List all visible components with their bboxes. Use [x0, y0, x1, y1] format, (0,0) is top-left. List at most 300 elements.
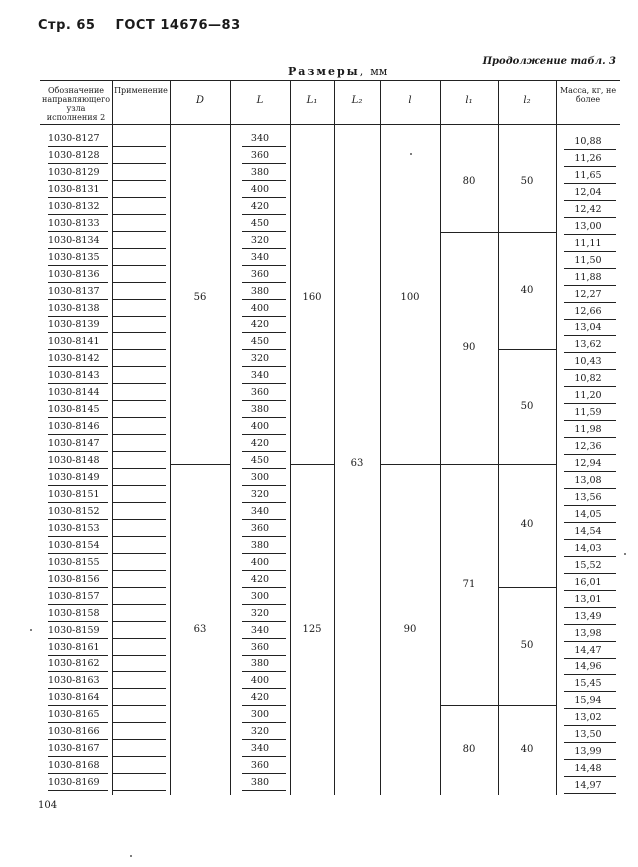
- application-blank: [112, 553, 166, 554]
- designation-underline: [48, 519, 108, 520]
- row-designation: 1030-8131: [48, 183, 100, 195]
- row-designation: 1030-8167: [48, 743, 100, 755]
- row-designation: 1030-8138: [48, 302, 100, 314]
- row-designation: 1030-8144: [48, 387, 100, 399]
- merged-small-l2: 50: [520, 175, 534, 187]
- application-blank: [112, 739, 166, 740]
- mass-underline: [564, 759, 616, 760]
- application-blank: [112, 248, 166, 249]
- merged-small-l1: 80: [462, 744, 476, 756]
- row-mass: 11,65: [574, 169, 602, 181]
- length-underline: [242, 655, 286, 656]
- l1-divider: [440, 464, 498, 465]
- column-rule: [334, 80, 335, 795]
- designation-underline: [48, 180, 108, 181]
- application-blank: [112, 468, 166, 469]
- row-mass: 11,50: [574, 254, 602, 266]
- designation-underline: [48, 705, 108, 706]
- row-designation: 1030-8164: [48, 692, 100, 704]
- row-length-l: 380: [250, 777, 270, 789]
- row-mass: 11,88: [574, 271, 602, 283]
- length-underline: [242, 705, 286, 706]
- row-designation: 1030-8155: [48, 556, 100, 568]
- designation-underline: [48, 536, 108, 537]
- row-designation: 1030-8153: [48, 522, 100, 534]
- mass-underline: [564, 607, 616, 608]
- merged-small-l1: 71: [462, 578, 476, 590]
- col-small-l2-header: l₂: [523, 95, 531, 106]
- l2-divider: [498, 464, 556, 465]
- row-length-l: 340: [250, 370, 270, 382]
- row-length-l: 380: [250, 166, 270, 178]
- row-length-l: 450: [250, 455, 270, 467]
- standard-label: ГОСТ 14676—83: [115, 18, 241, 33]
- application-blank: [112, 231, 166, 232]
- designation-underline: [48, 282, 108, 283]
- row-mass: 15,94: [574, 695, 602, 707]
- application-blank: [112, 383, 166, 384]
- length-underline: [242, 265, 286, 266]
- mass-underline: [564, 624, 616, 625]
- row-mass: 13,02: [574, 712, 602, 724]
- mass-underline: [564, 183, 616, 184]
- row-designation: 1030-8136: [48, 268, 100, 280]
- row-mass: 14,54: [574, 525, 602, 537]
- length-underline: [242, 417, 286, 418]
- application-blank: [112, 349, 166, 350]
- continuation-label: Продолжение табл. 3: [482, 56, 616, 67]
- page-label: Стр. 65: [38, 18, 96, 33]
- application-blank: [112, 146, 166, 147]
- length-underline: [242, 332, 286, 333]
- scan-speck: [30, 629, 32, 631]
- row-length-l: 380: [250, 285, 270, 297]
- mass-underline: [564, 793, 616, 794]
- designation-underline: [48, 434, 108, 435]
- l1-divider: [440, 705, 498, 706]
- length-underline: [242, 366, 286, 367]
- row-mass: 13,98: [574, 627, 602, 639]
- length-underline: [242, 248, 286, 249]
- row-designation: 1030-8161: [48, 641, 100, 653]
- mass-underline: [564, 268, 616, 269]
- l2-divider: [498, 349, 556, 350]
- designation-underline: [48, 790, 108, 791]
- designation-underline: [48, 739, 108, 740]
- mass-underline: [564, 505, 616, 506]
- application-blank: [112, 655, 166, 656]
- col-l2-header: L₂: [351, 95, 363, 106]
- designation-underline: [48, 197, 108, 198]
- row-designation: 1030-8145: [48, 404, 100, 416]
- mass-underline: [564, 200, 616, 201]
- row-mass: 10,43: [574, 356, 602, 368]
- row-designation: 1030-8157: [48, 590, 100, 602]
- group-divider: [290, 464, 334, 465]
- designation-underline: [48, 332, 108, 333]
- row-length-l: 360: [250, 641, 270, 653]
- merged-l1: 160: [302, 292, 322, 304]
- length-underline: [242, 671, 286, 672]
- designation-underline: [48, 316, 108, 317]
- row-mass: 12,42: [574, 203, 602, 215]
- column-rule: [440, 80, 441, 795]
- col-designation-header: Обозначение направляющего узла исполнения 2: [42, 86, 111, 122]
- mass-underline: [564, 641, 616, 642]
- length-underline: [242, 197, 286, 198]
- application-blank: [112, 722, 166, 723]
- length-underline: [242, 502, 286, 503]
- mass-underline: [564, 420, 616, 421]
- row-mass: 14,97: [574, 780, 602, 792]
- column-rule: [556, 80, 557, 795]
- length-underline: [242, 587, 286, 588]
- application-blank: [112, 671, 166, 672]
- column-rule: [498, 80, 499, 795]
- length-underline: [242, 163, 286, 164]
- length-underline: [242, 739, 286, 740]
- row-mass: 13,04: [574, 322, 602, 334]
- col-mass-header: Масса, кг, не более: [559, 86, 617, 104]
- application-blank: [112, 451, 166, 452]
- row-mass: 12,66: [574, 305, 602, 317]
- application-blank: [112, 587, 166, 588]
- designation-underline: [48, 773, 108, 774]
- designation-underline: [48, 671, 108, 672]
- row-designation: 1030-8128: [48, 149, 100, 161]
- row-mass: 13,50: [574, 729, 602, 741]
- row-length-l: 420: [250, 438, 270, 450]
- col-l-header: L: [256, 95, 264, 106]
- col-l1-header: L₁: [306, 95, 318, 106]
- row-designation: 1030-8162: [48, 658, 100, 670]
- length-underline: [242, 790, 286, 791]
- mass-underline: [564, 369, 616, 370]
- mass-underline: [564, 522, 616, 523]
- designation-underline: [48, 146, 108, 147]
- mass-underline: [564, 319, 616, 320]
- mass-underline: [564, 352, 616, 353]
- row-designation: 1030-8148: [48, 455, 100, 467]
- column-rule: [170, 80, 171, 795]
- application-blank: [112, 299, 166, 300]
- mass-underline: [564, 573, 616, 574]
- merged-small-l1: 80: [462, 175, 476, 187]
- merged-d: 56: [193, 292, 207, 304]
- designation-underline: [48, 163, 108, 164]
- row-mass: 13,99: [574, 746, 602, 758]
- row-length-l: 450: [250, 217, 270, 229]
- row-mass: 14,03: [574, 542, 602, 554]
- application-blank: [112, 502, 166, 503]
- row-length-l: 340: [250, 505, 270, 517]
- length-underline: [242, 621, 286, 622]
- row-mass: 12,04: [574, 186, 602, 198]
- mass-underline: [564, 386, 616, 387]
- row-mass: 10,88: [574, 136, 602, 147]
- application-blank: [112, 265, 166, 266]
- length-underline: [242, 756, 286, 757]
- row-length-l: 300: [250, 590, 270, 602]
- row-length-l: 400: [250, 183, 270, 195]
- row-designation: 1030-8158: [48, 607, 100, 619]
- col-application-header: Применение: [114, 86, 168, 95]
- row-length-l: 380: [250, 404, 270, 416]
- length-underline: [242, 282, 286, 283]
- scan-speck: [130, 855, 132, 857]
- merged-small-l2: 50: [520, 400, 534, 412]
- l2-divider: [498, 587, 556, 588]
- page-header: [38, 18, 241, 33]
- mass-underline: [564, 590, 616, 591]
- designation-underline: [48, 349, 108, 350]
- length-underline: [242, 316, 286, 317]
- row-length-l: 340: [250, 251, 270, 263]
- mass-underline: [564, 217, 616, 218]
- designation-underline: [48, 417, 108, 418]
- row-mass: 14,05: [574, 508, 602, 520]
- mass-underline: [564, 708, 616, 709]
- row-length-l: 320: [250, 726, 270, 738]
- length-underline: [242, 468, 286, 469]
- row-mass: 14,47: [574, 644, 602, 656]
- designation-underline: [48, 383, 108, 384]
- designation-underline: [48, 570, 108, 571]
- row-length-l: 360: [250, 387, 270, 399]
- mass-underline: [564, 149, 616, 150]
- length-underline: [242, 434, 286, 435]
- row-mass: 13,01: [574, 593, 602, 605]
- mass-underline: [564, 556, 616, 557]
- length-underline: [242, 180, 286, 181]
- mass-underline: [564, 234, 616, 235]
- application-blank: [112, 604, 166, 605]
- application-blank: [112, 366, 166, 367]
- application-blank: [112, 621, 166, 622]
- row-length-l: 400: [250, 302, 270, 314]
- mass-underline: [564, 285, 616, 286]
- table-title: Размеры, мм: [288, 65, 388, 78]
- table-top-rule: [40, 80, 620, 81]
- mass-underline: [564, 302, 616, 303]
- row-designation: 1030-8149: [48, 472, 100, 483]
- designation-underline: [48, 299, 108, 300]
- designation-underline: [48, 553, 108, 554]
- mass-underline: [564, 166, 616, 167]
- row-designation: 1030-8156: [48, 573, 100, 585]
- length-underline: [242, 688, 286, 689]
- row-designation: 1030-8141: [48, 336, 100, 348]
- mass-underline: [564, 776, 616, 777]
- row-mass: 15,45: [574, 678, 602, 690]
- application-blank: [112, 282, 166, 283]
- designation-underline: [48, 502, 108, 503]
- column-rule: [380, 80, 381, 795]
- row-mass: 11,26: [574, 152, 602, 164]
- row-designation: 1030-8139: [48, 319, 100, 331]
- designation-underline: [48, 604, 108, 605]
- length-underline: [242, 604, 286, 605]
- row-designation: 1030-8154: [48, 539, 100, 551]
- designation-underline: [48, 214, 108, 215]
- length-underline: [242, 146, 286, 147]
- l2-divider: [498, 705, 556, 706]
- row-mass: 12,27: [574, 288, 602, 300]
- designation-underline: [48, 587, 108, 588]
- row-length-l: 300: [250, 709, 270, 721]
- row-mass: 11,20: [574, 390, 602, 402]
- row-designation: 1030-8159: [48, 624, 100, 636]
- length-underline: [242, 451, 286, 452]
- row-designation: 1030-8137: [48, 285, 100, 297]
- row-designation: 1030-8165: [48, 709, 100, 721]
- length-underline: [242, 400, 286, 401]
- merged-small-l1: 90: [462, 341, 476, 353]
- row-mass: 11,59: [574, 407, 602, 419]
- row-designation: 1030-8134: [48, 234, 100, 246]
- row-length-l: 400: [250, 675, 270, 687]
- mass-underline: [564, 403, 616, 404]
- mass-underline: [564, 658, 616, 659]
- mass-underline: [564, 742, 616, 743]
- row-length-l: 420: [250, 692, 270, 704]
- l2-divider: [498, 232, 556, 233]
- designation-underline: [48, 248, 108, 249]
- row-length-l: 320: [250, 234, 270, 246]
- mass-underline: [564, 454, 616, 455]
- header-bottom-rule: [40, 124, 620, 125]
- row-length-l: 420: [250, 200, 270, 212]
- designation-underline: [48, 655, 108, 656]
- mass-underline: [564, 437, 616, 438]
- scan-speck: [624, 553, 626, 555]
- application-blank: [112, 163, 166, 164]
- designation-underline: [48, 621, 108, 622]
- col-d-header: D: [195, 95, 205, 106]
- row-designation: 1030-8143: [48, 370, 100, 382]
- row-designation: 1030-8166: [48, 726, 100, 738]
- designation-underline: [48, 722, 108, 723]
- scan-speck: [410, 153, 412, 155]
- length-underline: [242, 214, 286, 215]
- row-designation: 1030-8133: [48, 217, 100, 229]
- length-underline: [242, 299, 286, 300]
- column-rule: [290, 80, 291, 795]
- application-blank: [112, 688, 166, 689]
- row-length-l: 450: [250, 336, 270, 348]
- application-blank: [112, 638, 166, 639]
- col-small-l-header: l: [408, 95, 412, 106]
- row-length-l: 400: [250, 421, 270, 433]
- application-blank: [112, 519, 166, 520]
- row-mass: 13,62: [574, 339, 602, 351]
- row-designation: 1030-8127: [48, 133, 100, 144]
- row-mass: 13,08: [574, 475, 602, 486]
- application-blank: [112, 417, 166, 418]
- mass-underline: [564, 335, 616, 336]
- row-designation: 1030-8129: [48, 166, 100, 178]
- designation-underline: [48, 231, 108, 232]
- designation-underline: [48, 756, 108, 757]
- application-blank: [112, 434, 166, 435]
- row-mass: 12,36: [574, 441, 602, 453]
- length-underline: [242, 570, 286, 571]
- designation-underline: [48, 468, 108, 469]
- application-blank: [112, 536, 166, 537]
- table-unit: мм: [370, 65, 388, 78]
- row-length-l: 360: [250, 149, 270, 161]
- merged-small-l: 100: [400, 292, 420, 304]
- row-designation: 1030-8152: [48, 505, 100, 517]
- application-blank: [112, 485, 166, 486]
- merged-small-l2: 40: [520, 519, 534, 531]
- row-mass: 15,52: [574, 559, 602, 571]
- length-underline: [242, 638, 286, 639]
- designation-underline: [48, 451, 108, 452]
- row-length-l: 420: [250, 319, 270, 331]
- l1-divider: [440, 232, 498, 233]
- application-blank: [112, 316, 166, 317]
- group-divider: [170, 464, 230, 465]
- merged-l2: 63: [350, 457, 364, 469]
- mass-underline: [564, 488, 616, 489]
- merged-small-l: 90: [403, 623, 417, 635]
- row-mass: 13,00: [574, 220, 602, 232]
- row-designation: 1030-8132: [48, 200, 100, 212]
- row-designation: 1030-8146: [48, 421, 100, 433]
- row-designation: 1030-8147: [48, 438, 100, 450]
- application-blank: [112, 197, 166, 198]
- designation-underline: [48, 366, 108, 367]
- row-length-l: 400: [250, 556, 270, 568]
- merged-small-l2: 40: [520, 284, 534, 296]
- row-designation: 1030-8151: [48, 488, 100, 500]
- row-length-l: 320: [250, 353, 270, 365]
- col-small-l1-header: l₁: [465, 95, 473, 106]
- merged-small-l2: 50: [520, 640, 534, 652]
- row-designation: 1030-8142: [48, 353, 100, 365]
- length-underline: [242, 536, 286, 537]
- designation-underline: [48, 688, 108, 689]
- row-mass: 13,49: [574, 610, 602, 622]
- application-blank: [112, 400, 166, 401]
- row-length-l: 320: [250, 488, 270, 500]
- row-mass: 14,48: [574, 763, 602, 775]
- mass-underline: [564, 539, 616, 540]
- application-blank: [112, 790, 166, 791]
- group-divider: [380, 464, 440, 465]
- row-mass: 16,01: [574, 576, 602, 588]
- row-length-l: 360: [250, 760, 270, 772]
- row-mass: 13,56: [574, 491, 602, 503]
- length-underline: [242, 553, 286, 554]
- row-length-l: 360: [250, 522, 270, 534]
- mass-underline: [564, 674, 616, 675]
- row-length-l: 420: [250, 573, 270, 585]
- merged-small-l2: 40: [520, 744, 534, 756]
- mass-underline: [564, 471, 616, 472]
- row-length-l: 340: [250, 133, 270, 144]
- length-underline: [242, 519, 286, 520]
- length-underline: [242, 773, 286, 774]
- designation-underline: [48, 638, 108, 639]
- application-blank: [112, 180, 166, 181]
- row-designation: 1030-8168: [48, 760, 100, 772]
- table-title-text: Размеры: [288, 65, 360, 78]
- row-length-l: 380: [250, 658, 270, 670]
- row-designation: 1030-8135: [48, 251, 100, 263]
- column-rule: [230, 80, 231, 795]
